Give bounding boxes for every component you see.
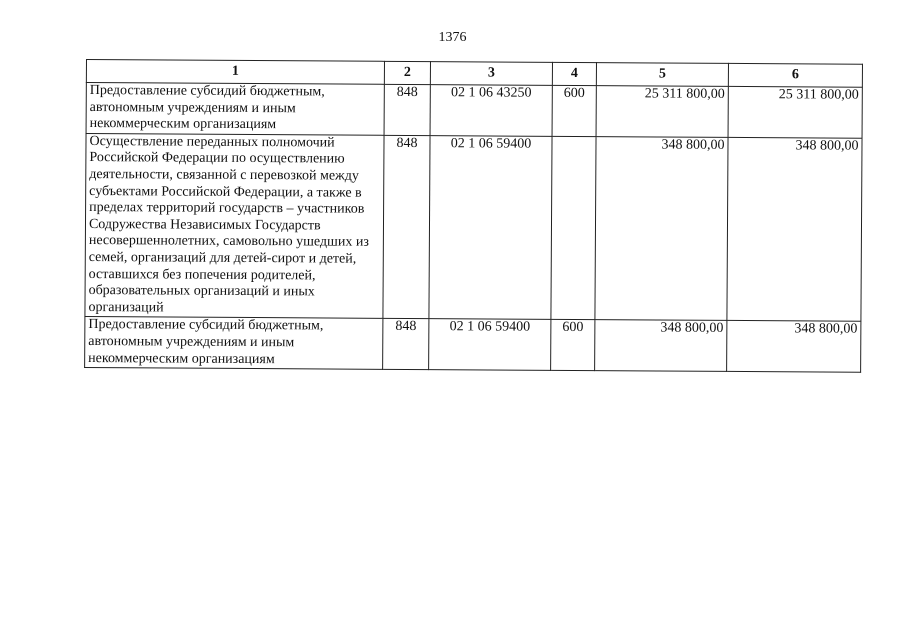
table-row [85, 133, 862, 321]
column-header-4: 4 [552, 62, 596, 85]
row-name-cell: Осуществление переданных полномочий Российской Федерации по осуществлению деятельности, связанной с перевозкой между субъектами Российской Федерации, а также в пределах территорий государств – участников Содружества Независимых Государств несовершеннолетних, самовольно ушедших из семей, организаций для детей-сирот и детей, оставшихся без попечения родителей, образовательных организаций и иных организаций [85, 133, 384, 318]
row-sum2-cell: 348 800,00 [727, 321, 861, 373]
column-header-1: 1 [86, 60, 384, 85]
row-csr-cell: 02 1 06 43250 [430, 85, 552, 137]
row-vr-cell: 600 [552, 85, 596, 136]
row-vr-cell [551, 136, 596, 320]
row-vr-cell: 600 [551, 320, 595, 371]
row-sum2-cell: 25 311 800,00 [728, 86, 862, 138]
row-csr-cell: 02 1 06 59400 [429, 319, 551, 371]
row-grbs-cell: 848 [384, 84, 430, 135]
row-sum2-cell: 348 800,00 [727, 137, 862, 321]
row-grbs-cell: 848 [383, 319, 429, 370]
row-grbs-cell: 848 [383, 135, 430, 319]
row-sum1-cell: 348 800,00 [595, 136, 728, 320]
column-header-3: 3 [430, 62, 552, 86]
column-header-6: 6 [728, 63, 862, 87]
table-row [85, 317, 861, 373]
budget-table [84, 59, 863, 373]
column-header-5: 5 [596, 63, 728, 87]
row-name-cell: Предоставление субсидий бюджетным, автономным учреждениям и иным некоммерческим организациям [86, 83, 384, 136]
table-row [86, 83, 862, 139]
row-sum1-cell: 348 800,00 [595, 320, 727, 372]
row-sum1-cell: 25 311 800,00 [596, 86, 728, 138]
column-header-2: 2 [384, 61, 430, 84]
page-number: 1376 [438, 30, 467, 45]
row-name-cell: Предоставление субсидий бюджетным, автономным учреждениям и иным некоммерческим организациям [85, 317, 383, 370]
row-csr-cell: 02 1 06 59400 [429, 135, 552, 319]
